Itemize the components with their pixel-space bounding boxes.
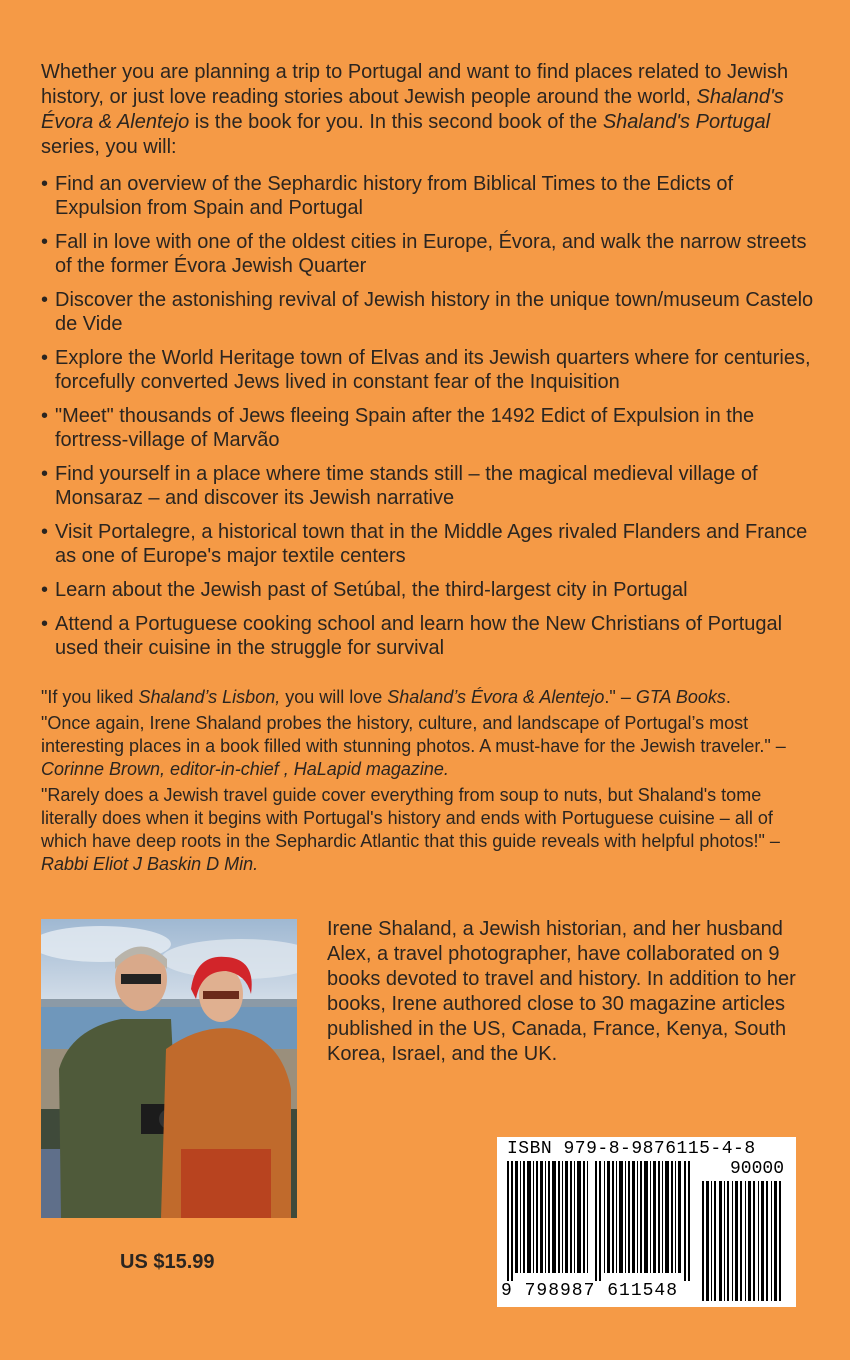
author-photo — [41, 919, 297, 1218]
barcode-ean-number: 9 798987 611548 — [501, 1281, 679, 1301]
list-item: • Fall in love with one of the oldest cities in Europe, Évora, and walk the narrow streets of the former Évora Jewish Quarter — [41, 230, 816, 278]
intro-series-title: Shaland's Portugal — [602, 111, 771, 133]
author-photo-illustration — [41, 919, 297, 1218]
review-source: Corinne Brown, editor-in-chief , HaLapid magazine. — [41, 759, 449, 779]
list-item: • Find yourself in a place where time stands still – the magical medieval village of Monsaraz – and discover its Jewish narrative — [41, 462, 816, 510]
review-quote — [41, 712, 816, 781]
list-item: • Attend a Portuguese cooking school and learn how the New Christians of Portugal used their cuisine in the struggle for survival — [41, 612, 816, 660]
list-item: • Visit Portalegre, a historical town that in the Middle Ages rivaled Flanders and France as one of Europe's major textile centers — [41, 520, 816, 568]
reviews — [41, 686, 816, 879]
barcode-addon-number: 90000 — [729, 1159, 784, 1179]
list-item: • Find an overview of the Sephardic history from Biblical Times to the Edicts of Expulsion from Spain and Portugal — [41, 172, 816, 220]
review-source: Rabbi Eliot J Baskin D Min. — [41, 854, 259, 874]
isbn-barcode — [497, 1137, 796, 1307]
review-text: "Once again, Irene Shaland probes the history, culture, and landscape of Portugal’s most interesting places in a book filled with stunning photos. A must-have for the Jewish traveler." – — [41, 713, 786, 756]
review-book-title: Shaland’s Évora & Alentejo — [387, 687, 605, 707]
feature-list — [41, 172, 816, 670]
list-item: • "Meet" thousands of Jews fleeing Spain after the 1492 Edict of Expulsion in the fortress-village of Marvão — [41, 404, 816, 452]
intro-text-2: is the book for you. In this second book of the — [189, 111, 603, 133]
review-text: . — [725, 687, 731, 707]
intro-text-3: series, you will: — [41, 136, 177, 158]
review-source: GTA Books — [635, 687, 726, 707]
intro-paragraph — [41, 60, 811, 160]
review-text: "If you liked — [41, 687, 139, 707]
review-text: ." – — [604, 687, 636, 707]
intro-text-1: Whether you are planning a trip to Portugal and want to find places related to Jewish history, or just love reading stories about Jewish people around the world, — [41, 61, 789, 108]
review-text: "Rarely does a Jewish travel guide cover everything from soup to nuts, but Shaland's tome literally does when it begins with Portugal's history and ends with Portuguese cuisine – all of which have deep roots in the Sephardic Atlantic that this guide reveals with helpful photos!" – — [41, 785, 780, 851]
barcode-bars — [507, 1161, 692, 1281]
author-bio: Irene Shaland, a Jewish historian, and her husband Alex, a travel photographer, have collaborated on 9 books devoted to travel and history. In addition to her books, Irene authored close to 30 magazine articles published in the US, Canada, France, Kenya, South Korea, Israel, and the UK. — [327, 918, 796, 1065]
review-quote — [41, 784, 816, 876]
review-book-title: Shaland’s Lisbon, — [138, 687, 281, 707]
review-quote — [41, 686, 816, 709]
intro-book-title: Shaland's Évora & Alentejo — [41, 86, 784, 133]
list-item: • Learn about the Jewish past of Setúbal, the third-largest city in Portugal — [41, 578, 816, 602]
review-text: you will love — [280, 687, 388, 707]
price: US $15.99 — [120, 1251, 215, 1273]
addon-barcode-bars — [702, 1181, 784, 1301]
list-item: • Explore the World Heritage town of Elvas and its Jewish quarters where for centuries, forcefully converted Jews lived in constant fear of the Inquisition — [41, 346, 816, 394]
isbn-label: ISBN 979-8-9876115-4-8 — [507, 1139, 756, 1159]
list-item: • Discover the astonishing revival of Jewish history in the unique town/museum Castelo de Vide — [41, 288, 816, 336]
